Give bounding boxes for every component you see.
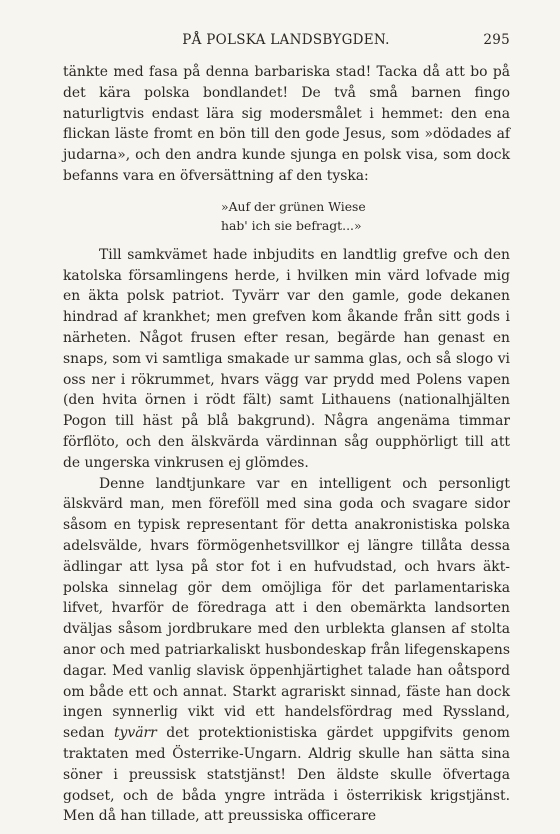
body-text — [63, 62, 510, 827]
paragraph-3-text-after: det protektionistiska gärdet uppgifvits genom traktaten med Österrike-Ungarn. Aldrig skulle han sätta sina söner i preussisk statstjänst! Den äldste skulle öfvertaga godset, och de båda yngre inträda i österrikisk krigstjänst. Men då han tillade, att preussiska officerare — [63, 725, 510, 825]
paragraph-1: tänkte med fasa på denna barbariska stad! Tacka då att bo på det kära polska bondlandet! De två små barnen fingo naturligtvis endast lära sig modersmålet i hemmet: den ena flickan läste fromt en bön till den gode Jesus, som »dödades af judarna», och den andra kunde sjunga en polsk visa, som dock befanns vara en öfversättning af den tyska: — [63, 64, 510, 184]
paragraph-3 — [63, 474, 510, 828]
verse-line-1: »Auf der grünen Wiese — [221, 198, 366, 214]
paragraph-3-italic-word: tyvärr — [113, 725, 157, 742]
verse-line-2: hab' ich sie befragt...» — [221, 217, 362, 233]
running-head — [62, 32, 510, 52]
german-verse-quote — [63, 197, 510, 235]
paragraph-3-text-before: Denne landtjunkare var en intelligent och personligt älskvärd man, men föreföll med sina goda och svagare sidor såsom en typisk representant för detta anakronistiska polska adelsvälde, hvars förmögenhetsvillkor ej längre tillåta dessa ädlingar att lysa på stor fot i en hufvudstad, och hvars äkt-polska sinnelag gör dem omöjliga för det parlamentariska lifvet, hvarför de föredraga att i den obemärkta landsorten dväljas såsom jordbrukare med den urblekta glansen af stolta anor och med patriarkaliskt husbondeskap från lifegenskapens dagar. Med vanlig slavisk öppenhjärtighet talade han oåtspord om både ett och annat. Starkt agrariskt sinnad, fäste han dock ingen synnerlig vikt vid ett handelsfördrag med Ryssland, sedan — [63, 475, 510, 742]
paragraph-2: Till samkvämet hade inbjudits en landtlig grefve och den katolska församlingens herde, i hvilken min värd lofvade mig en äkta polsk patriot. Tyvärr var den gamle, gode dekanen hindrad af krankhet; men grefven kom åkande från sitt gods i närheten. Något frusen efter resan, begärde han genast en snaps, som vi samtliga smakade ur samma glas, och så slogo vi oss ner i rökrummet, hvars vägg var prydd med Polens vapen (den hvita örnen i rödt fält) samt Lithauens (nationalhjälten Pogon till häst på blå bakgrund). Några angenäma timmar förflöto, och den älskvärda värdinnan såg oupphörligt till att de ungerska vinkrusen ej glömdes. — [63, 246, 510, 471]
running-title: PÅ POLSKA LANDSBYGDEN. — [182, 32, 390, 48]
page-number: 295 — [483, 32, 510, 48]
